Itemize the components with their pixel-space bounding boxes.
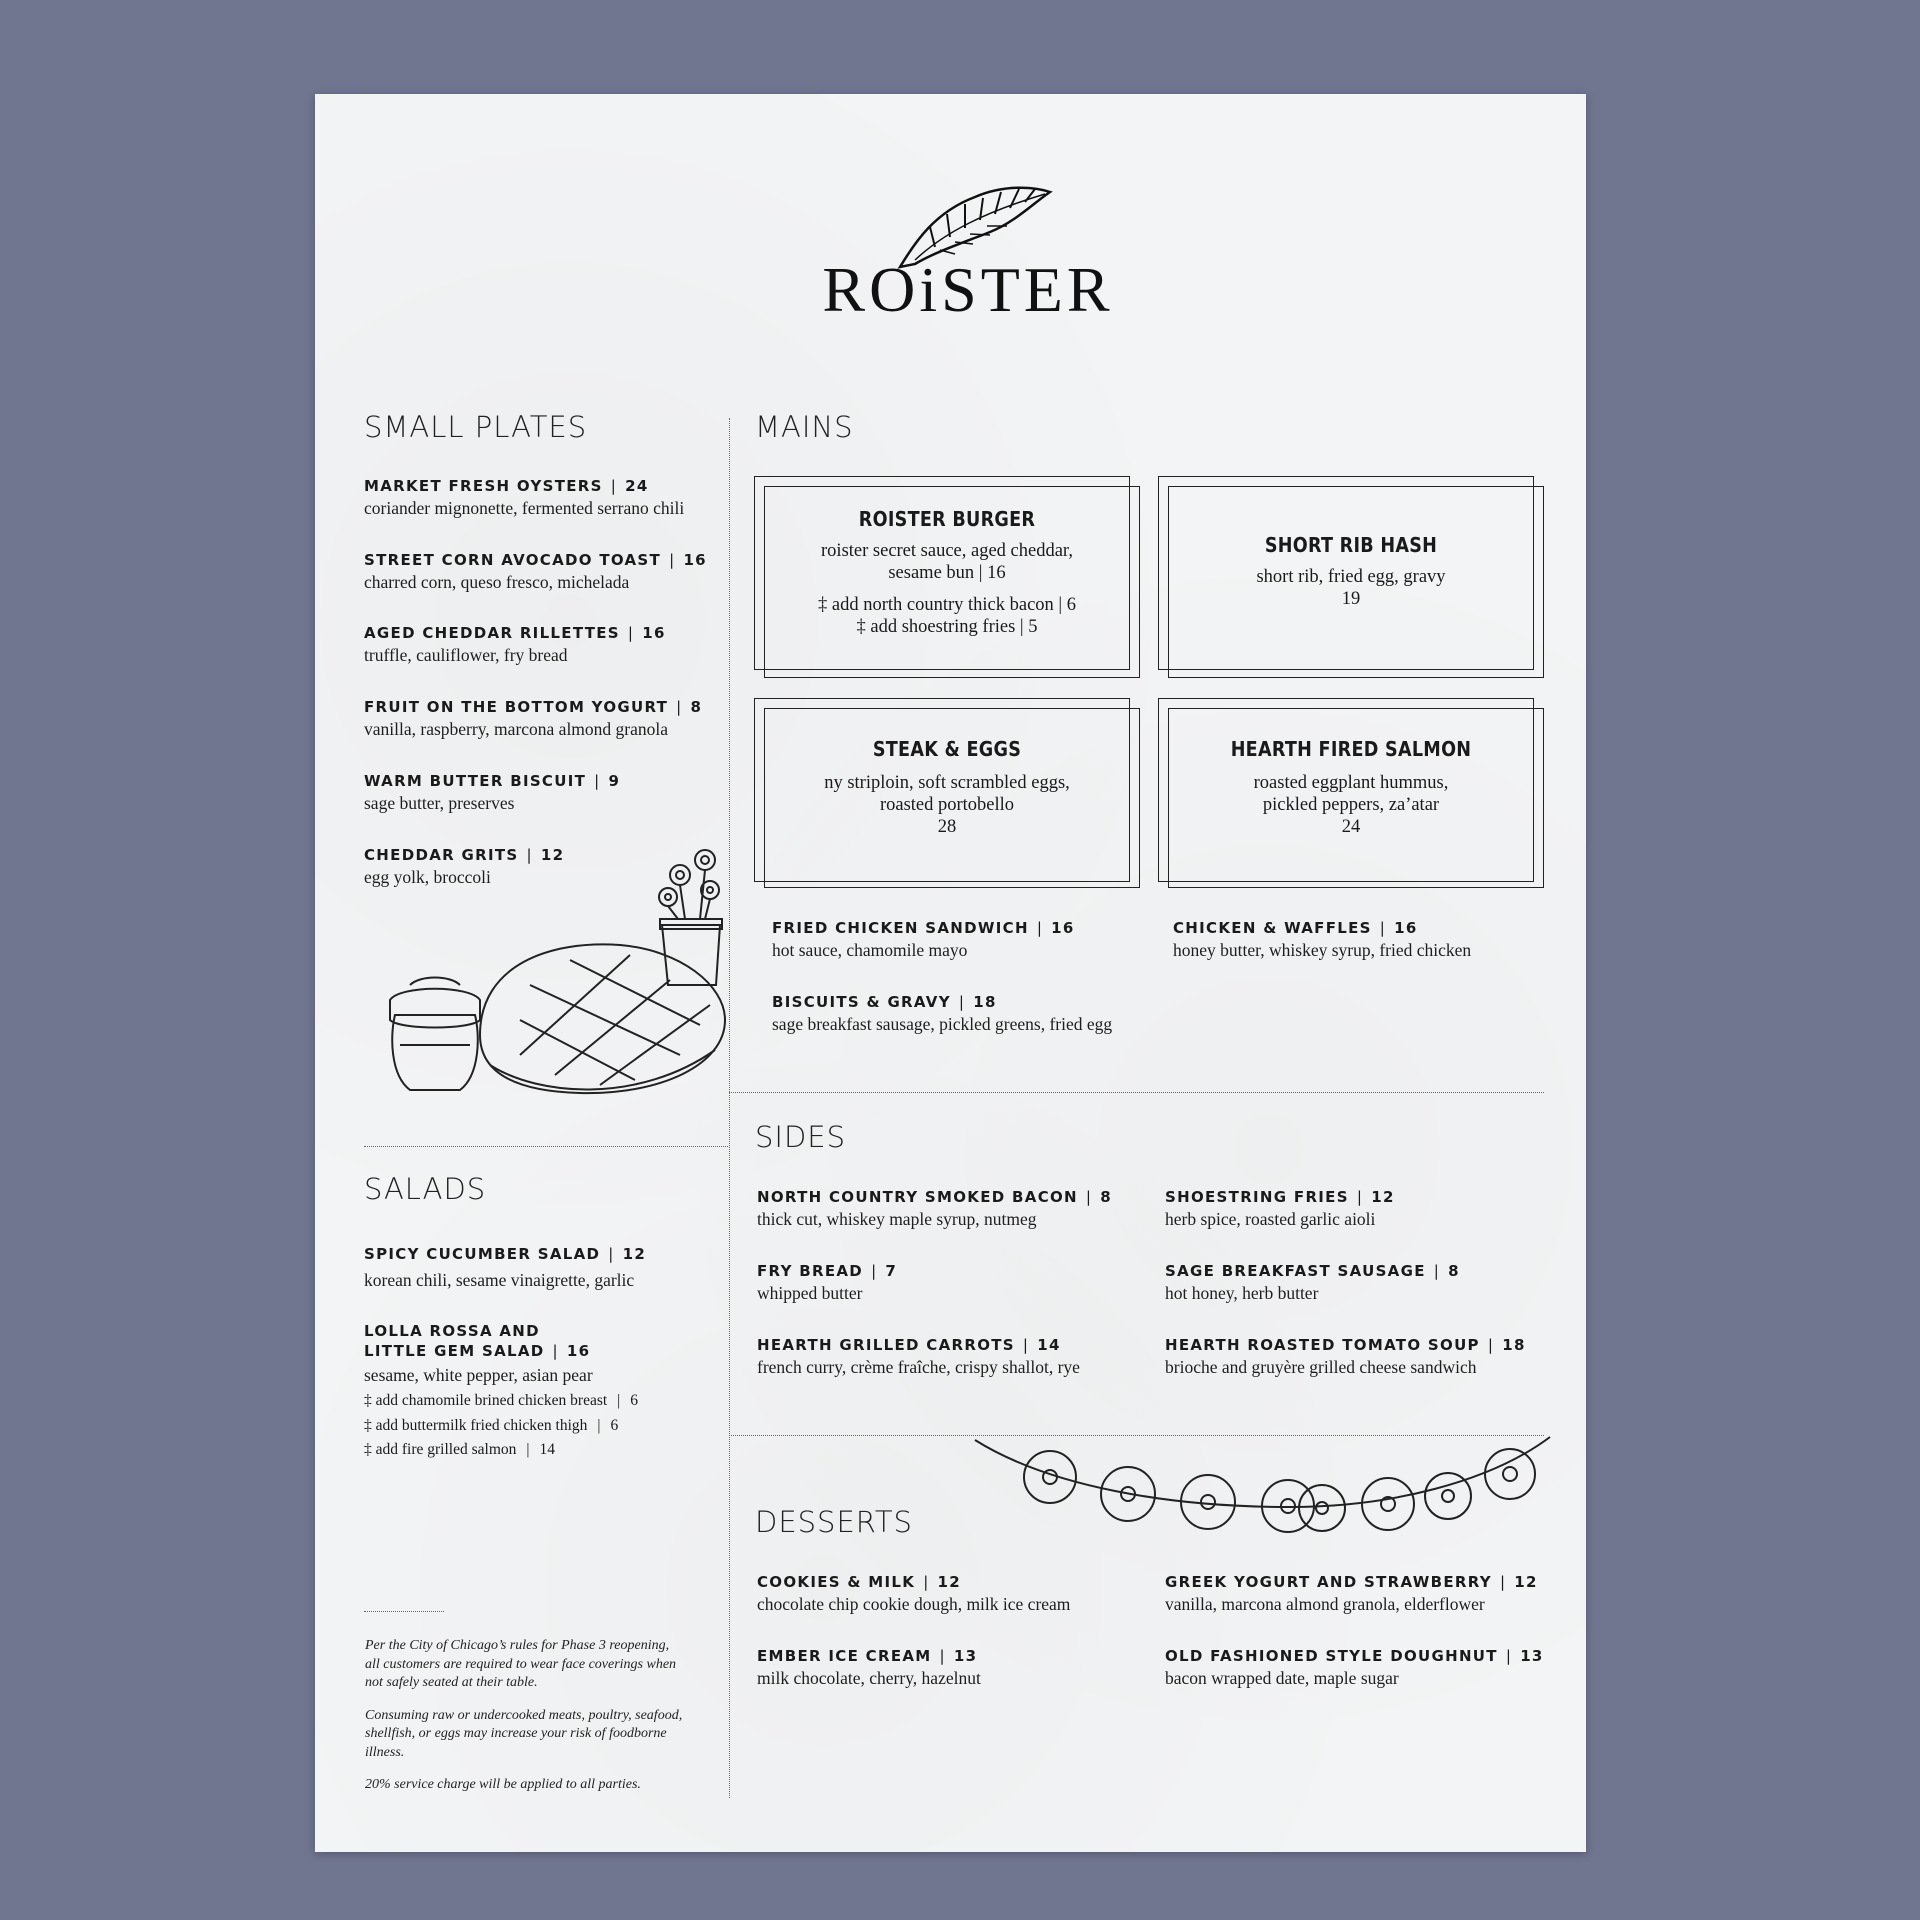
small-plates-heading: SMALL PLATES — [364, 410, 588, 444]
menu-item: AGED CHEDDAR RILLETTES | 16 truffle, cauliflower, fry bread — [364, 624, 666, 665]
menu-item: EMBER ICE CREAM | 13 milk chocolate, cherry, hazelnut — [757, 1647, 981, 1688]
divider-mains-sides — [729, 1092, 1544, 1093]
covid-note: Per the City of Chicago’s rules for Phase 3 reopening, all customers are required to wear face coverings when not safely seated at their table. — [365, 1638, 677, 1690]
menu-item: STREET CORN AVOCADO TOAST | 16 charred corn, queso fresco, michelada — [364, 551, 707, 592]
featured-main-card: HEARTH FIRED SALMON roasted eggplant hummus, pickled peppers, za’atar 24 — [1158, 698, 1544, 888]
menu-item: BISCUITS & GRAVY | 18 sage breakfast sausage, pickled greens, fried egg — [772, 993, 1113, 1034]
menu-item: CHICKEN & WAFFLES | 16 honey butter, whiskey syrup, fried chicken — [1173, 919, 1472, 960]
menu-item: NORTH COUNTRY SMOKED BACON | 8 thick cut, whiskey maple syrup, nutmeg — [757, 1188, 1113, 1229]
featured-main-card: STEAK & EGGS ny striploin, soft scrambled eggs, roasted portobello 28 — [754, 698, 1140, 888]
menu-item: FRUIT ON THE BOTTOM YOGURT | 8 vanilla, raspberry, marcona almond granola — [364, 698, 703, 739]
brand-wordmark: ROiSTER — [822, 254, 1114, 325]
divider-small-plates-salads — [364, 1146, 728, 1147]
menu-item: FRIED CHICKEN SANDWICH | 16 hot sauce, chamomile mayo — [772, 919, 1075, 960]
divider-notes — [364, 1611, 444, 1612]
mains-heading: MAINS — [755, 410, 854, 444]
menu-item: LOLLA ROSSA AND LITTLE GEM SALAD | 16 sesame, white pepper, asian pear ‡ add chamomile brined chicken breast | 6 ‡ add buttermilk fried chicken thigh | 6 ‡ add fire grilled salmon | 14 — [364, 1322, 639, 1458]
doughnut-garland-illustration — [970, 1432, 1555, 1537]
column-divider — [729, 418, 730, 1798]
menu-item: COOKIES & MILK | 12 chocolate chip cookie dough, milk ice cream — [757, 1573, 1071, 1614]
bread-jar-illustration — [380, 835, 730, 1105]
raw-food-warning: Consuming raw or undercooked meats, poultry, seafood, shellfish, or eggs may increase your risk of foodborne illness. — [365, 1707, 683, 1760]
menu-item: SAGE BREAKFAST SAUSAGE | 8 hot honey, herb butter — [1165, 1262, 1460, 1303]
fine-print-notes — [365, 1637, 685, 1809]
featured-main-card: ROISTER BURGER roister secret sauce, aged cheddar, sesame bun | 16 ‡ add north country thick bacon | 6 ‡ add shoestring fries | 5 — [754, 476, 1140, 678]
menu-item: CHEDDAR GRITS | 12 egg yolk, broccoli — [364, 846, 565, 887]
menu-item: SHOESTRING FRIES | 12 herb spice, roasted garlic aioli — [1165, 1188, 1395, 1229]
menu-item: MARKET FRESH OYSTERS | 24 coriander mignonette, fermented serrano chili — [364, 477, 685, 518]
featured-main-card: SHORT RIB HASH short rib, fried egg, gravy 19 — [1158, 476, 1544, 678]
menu-item: FRY BREAD | 7 whipped butter — [757, 1262, 898, 1303]
menu-item: SPICY CUCUMBER SALAD | 12 korean chili, sesame vinaigrette, garlic — [364, 1245, 647, 1290]
salads-heading: SALADS — [364, 1172, 487, 1206]
desserts-heading: DESSERTS — [755, 1505, 913, 1539]
menu-item: GREEK YOGURT AND STRAWBERRY | 12 vanilla, marcona almond granola, elderflower — [1165, 1573, 1538, 1614]
menu-item: HEARTH GRILLED CARROTS | 14 french curry, crème fraîche, crispy shallot, rye — [757, 1336, 1080, 1377]
sides-heading: SIDES — [755, 1120, 847, 1154]
service-charge-note: 20% service charge will be applied to all parties. — [365, 1777, 641, 1792]
menu-item: WARM BUTTER BISCUIT | 9 sage butter, preserves — [364, 772, 621, 813]
menu-item: OLD FASHIONED STYLE DOUGHNUT | 13 bacon wrapped date, maple sugar — [1165, 1647, 1544, 1688]
menu-item: HEARTH ROASTED TOMATO SOUP | 18 brioche and gruyère grilled cheese sandwich — [1165, 1336, 1526, 1377]
